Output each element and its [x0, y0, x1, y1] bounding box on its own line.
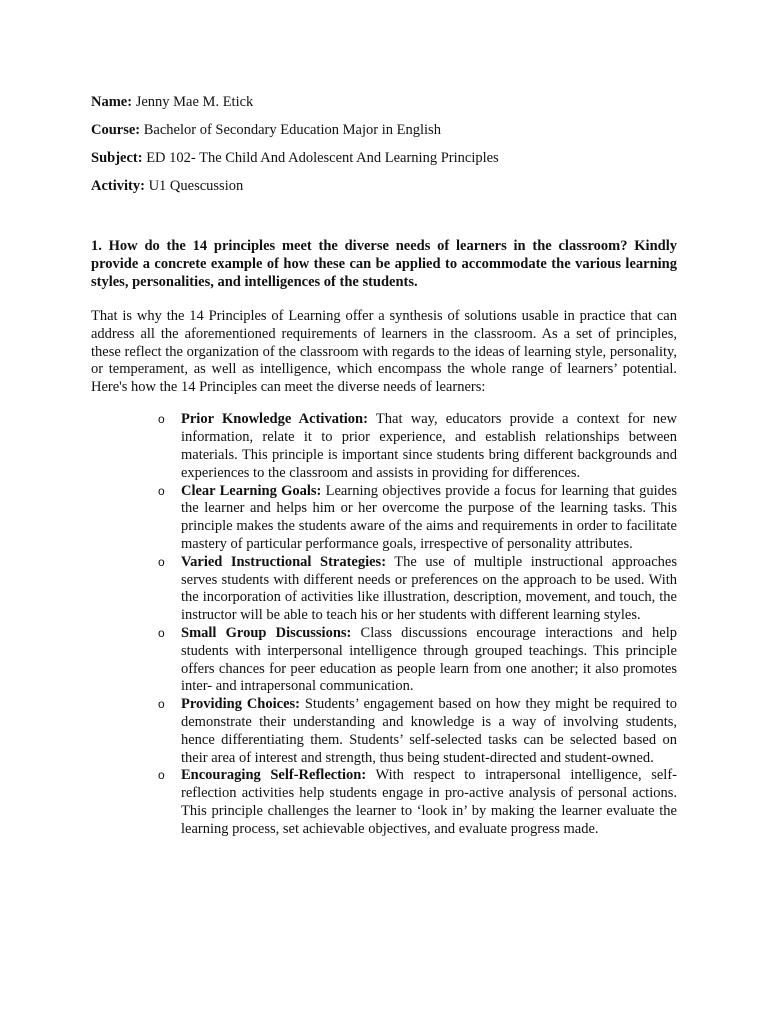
list-item [158, 767, 677, 838]
bullet-icon: o [158, 626, 165, 641]
bullet-icon: o [158, 554, 165, 569]
subject-value: ED 102- The Child And Adolescent And Learning Principles [146, 150, 499, 166]
principle-text: The use of multiple instructional approaches serves students with different needs or preferences on the approach to be used. With the incorporation of activities like illustration, description, movement, and touch, the instructor will be able to teach his or her students with different learning styles. [181, 553, 677, 624]
name-line [91, 92, 677, 112]
name-value: Jenny Mae M. Etick [135, 94, 254, 110]
list-item [158, 411, 677, 482]
question-heading: 1. How do the 14 principles meet the diverse needs of learners in the classroom? Kindly provide a concrete example of how these can be applied to accommodate the various learning styles, personalities, and intelligences of the students. [91, 238, 677, 290]
course-line [91, 120, 677, 140]
list-item [158, 625, 677, 696]
subject-label: Subject: [91, 150, 143, 166]
bullet-icon: o [158, 697, 165, 712]
activity-label: Activity: [91, 178, 145, 194]
activity-line [91, 176, 677, 196]
list-item [158, 696, 678, 767]
bullet-icon: o [158, 768, 165, 783]
intro-paragraph: That is why the 14 Principles of Learning offer a synthesis of solutions usable in practice that can address all the aforementioned requirements of learners in the classroom. As a set of principles, these reflect the organization of the classroom with regards to the ideas of learning style, personality, or temperament, as well as intelligence, which encompass the whole range of learners’ potential. Here's how the 14 Principles can meet the diverse needs of learners: [91, 308, 677, 396]
activity-value: U1 Quescussion [148, 178, 244, 194]
list-item [158, 553, 677, 625]
bullet-icon: o [158, 483, 165, 498]
principle-text: With respect to intrapersonal intelligence, self-reflection activities help students engage in pro-active analysis of personal actions. This principle challenges the learner to ‘look in’ by making the learner evaluate the learning process, set achievable objectives, and evaluate progress made. [181, 767, 677, 837]
course-value: Bachelor of Secondary Education Major in English [143, 122, 441, 138]
principle-title: Prior Knowledge Activation: [181, 411, 368, 428]
course-label: Course: [91, 122, 141, 138]
principle-title: Small Group Discussions: [181, 625, 352, 642]
principle-text: Learning objectives provide a focus for learning that guides the learner and helps him or her overcome the purpose of the learning tasks. This principle makes the students aware of the aims and requirements in order to facilitate mastery of particular performance goals, irrespective of personality attributes. [181, 482, 677, 553]
list-item [158, 482, 677, 554]
principle-title: Encouraging Self-Reflection: [181, 767, 367, 784]
principle-text: That way, educators provide a context for new information, relate it to prior experience, and establish relationships between materials. This principle is important since students bring different backgrounds and experiences to the classroom and assists in providing for differences. [181, 411, 677, 481]
principle-title: Providing Choices: [181, 696, 300, 713]
document-page [91, 92, 677, 839]
principle-text: Students’ engagement based on how they might be required to demonstrate their understanding and knowledge is a way of involving students, hence differentiating them. Students’ self-selected tasks can be selected based on their area of interest and strength, thus being student-directed and student-owned. [181, 696, 678, 766]
bullet-icon: o [158, 412, 165, 427]
principle-text: Class discussions encourage interactions and help students with interpersonal intelligence through grouped teachings. This principle offers chances for peer education as people learn from one another; it also promotes inter- and intrapersonal communication. [181, 625, 677, 695]
subject-line [91, 148, 677, 168]
principles-list [91, 411, 677, 838]
name-label: Name: [91, 94, 133, 110]
principle-title: Varied Instructional Strategies: [181, 553, 387, 570]
principle-title: Clear Learning Goals: [181, 482, 322, 499]
